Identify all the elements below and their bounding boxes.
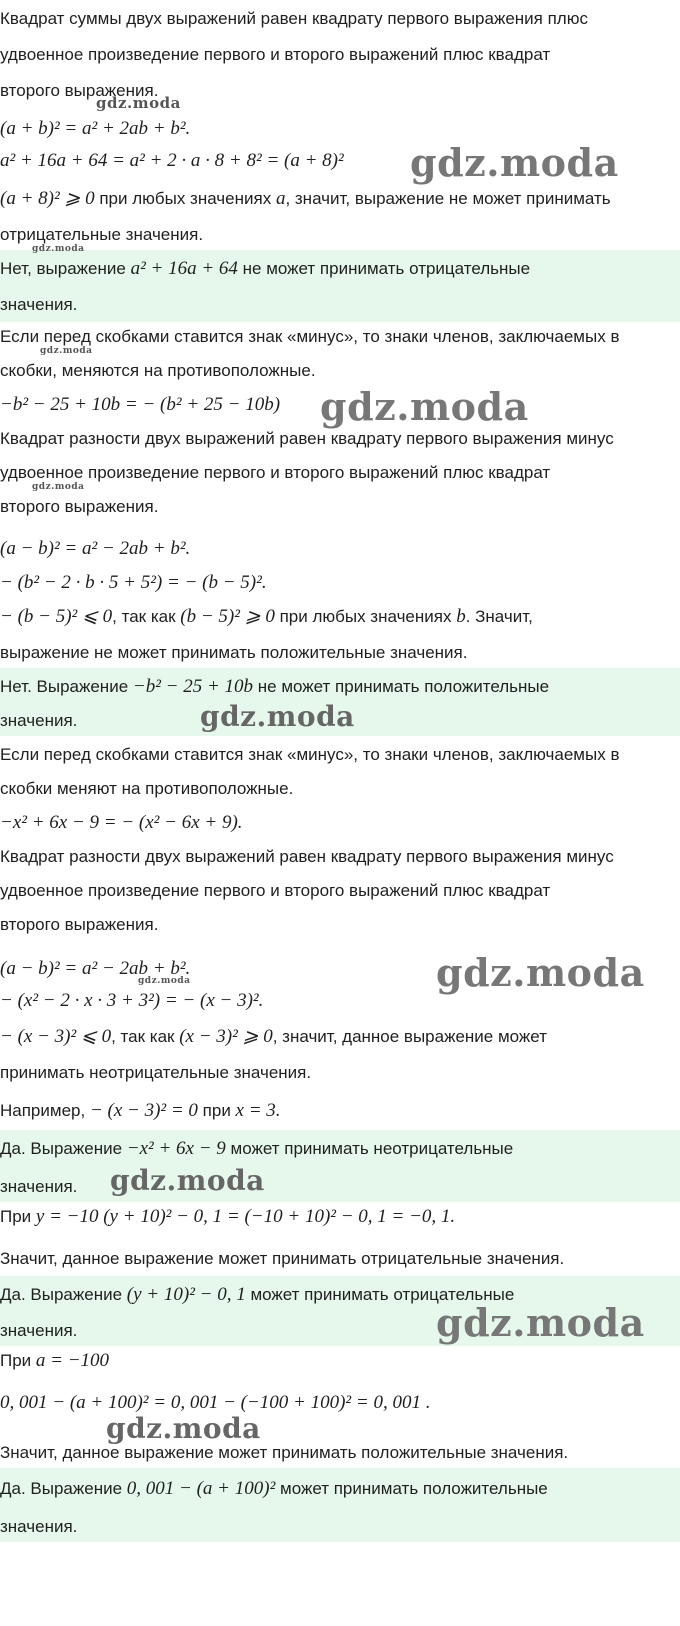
watermark: gdz.moda (110, 1164, 265, 1197)
answer-line (0, 676, 680, 698)
formula: a = −100 (35, 1350, 110, 1371)
text: при любых значениях (94, 189, 276, 208)
answer-line (0, 258, 680, 280)
formula: a² + 16a + 64 = a² + 2 · a · 8 + 8² = (a + 8)² (0, 150, 344, 171)
formula: (x − 3)² ⩾ 0 (179, 1026, 273, 1047)
formula-line (0, 606, 680, 628)
text-line: отрицательные значения. (0, 225, 204, 244)
watermark: gdz.moda (106, 1412, 261, 1445)
text-line: второго выражения. (0, 81, 159, 100)
formula: −b² − 25 + 10b (132, 676, 254, 697)
text: , значит, данное выражение может (272, 1027, 547, 1046)
text: может принимать положительные (275, 1479, 548, 1498)
formula: (y + 10)² − 0, 1 (126, 1284, 246, 1305)
text: При (0, 1207, 36, 1226)
text-line: удвоенное произведение первого и второго выражений плюс квадрат (0, 881, 551, 900)
watermark: gdz.moda (138, 976, 191, 986)
formula: 0, 001 − (a + 100)² = 0, 001 − (−100 + 100)² = 0, 001 . (0, 1392, 431, 1413)
answer-line: значения. (0, 1517, 78, 1536)
text-line: Значит, данное выражение может принимать положительные значения. (0, 1443, 569, 1462)
formula: (a − b)² = a² − 2ab + b². (0, 958, 191, 979)
text: при любых значениях (274, 607, 457, 626)
formula-line (0, 1350, 680, 1372)
answer-box (0, 668, 680, 736)
watermark: gdz.moda (40, 346, 93, 356)
text: Да. Выражение (0, 1139, 127, 1158)
formula: y = −10 (y + 10)² − 0, 1 = (−10 + 10)² − 0, 1 = −0, 1. (35, 1206, 456, 1227)
text: Нет. Выражение (0, 677, 133, 696)
text: не может принимать отрицательные (237, 259, 531, 278)
formula: (b − 5)² ⩾ 0 (180, 606, 275, 627)
text: может принимать отрицательные (245, 1285, 515, 1304)
formula: −x² + 6x − 9 = − (x² − 6x + 9). (0, 812, 243, 833)
formula-line (0, 188, 680, 210)
text: При (0, 1351, 36, 1370)
text-line: Квадрат суммы двух выражений равен квадрату первого выражения плюс (0, 9, 588, 28)
text: при (197, 1101, 236, 1120)
formula: (a + 8)² ⩾ 0 (0, 188, 95, 209)
text-line: принимать неотрицательные значения. (0, 1063, 312, 1082)
formula: a² + 16a + 64 (130, 258, 238, 279)
watermark: gdz.moda (436, 950, 645, 995)
formula: −b² − 25 + 10b = − (b² + 25 − 10b) (0, 394, 281, 415)
watermark: gdz.moda (200, 700, 355, 733)
formula: − (x² − 2 · x · 3 + 3²) = − (x − 3)². (0, 990, 264, 1011)
text-line: скобки меняют на противоположные. (0, 779, 294, 798)
text-line: скобки, меняются на противоположные. (0, 361, 316, 380)
text: , так как (111, 1027, 180, 1046)
text: . Значит, (465, 607, 533, 626)
formula-line (0, 1026, 680, 1048)
formula: (a − b)² = a² − 2ab + b². (0, 538, 191, 559)
text: Нет, выражение (0, 259, 131, 278)
text-line: второго выражения. (0, 915, 159, 934)
formula: − (b² − 2 · b · 5 + 5²) = − (b − 5)². (0, 572, 267, 593)
text-line: Квадрат разности двух выражений равен квадрату первого выражения минус (0, 429, 614, 448)
answer-line: значения. (0, 295, 78, 314)
text-line: второго выражения. (0, 497, 159, 516)
watermark: gdz.moda (96, 94, 181, 112)
answer-box (0, 1130, 680, 1202)
formula-line (0, 1206, 680, 1228)
text: Да. Выражение (0, 1479, 127, 1498)
answer-line: значения. (0, 1177, 78, 1196)
formula: − (x − 3)² ⩽ 0 (0, 1026, 112, 1047)
text-line: Значит, данное выражение может принимать отрицательные значения. (0, 1249, 565, 1268)
watermark: gdz.moda (436, 1300, 645, 1345)
formula: − (x − 3)² = 0 (89, 1100, 198, 1121)
answer-line (0, 1138, 680, 1160)
variable: a (275, 188, 286, 209)
watermark: gdz.moda (32, 482, 85, 492)
answer-line (0, 1478, 680, 1500)
formula: (a + b)² = a² + 2ab + b². (0, 118, 191, 139)
text: Например, (0, 1101, 90, 1120)
text-line: Квадрат разности двух выражений равен квадрату первого выражения минус (0, 847, 614, 866)
text-line: Если перед скобками ставится знак «минус», то знаки членов, заключаемых в (0, 327, 620, 346)
variable: b (456, 606, 466, 627)
answer-box (0, 1276, 680, 1346)
watermark: gdz.moda (32, 244, 85, 254)
formula: x = 3. (235, 1100, 281, 1121)
answer-box (0, 1468, 680, 1542)
text-line: удвоенное произведение первого и второго выражений плюс квадрат (0, 45, 551, 64)
text: Да. Выражение (0, 1285, 127, 1304)
formula: −x² + 6x − 9 (126, 1138, 226, 1159)
answer-line: значения. (0, 1321, 78, 1340)
answer-line: значения. (0, 711, 78, 730)
text: , так как (112, 607, 181, 626)
formula-line (0, 1100, 680, 1122)
text: , значит, выражение не может принимать (285, 189, 611, 208)
text-line: выражение не может принимать положительные значения. (0, 643, 468, 662)
text-line: удвоенное произведение первого и второго выражений плюс квадрат (0, 463, 551, 482)
formula: − (b − 5)² ⩽ 0 (0, 606, 113, 627)
formula: 0, 001 − (a + 100)² (126, 1478, 276, 1499)
text: может принимать неотрицательные (225, 1139, 514, 1158)
text-line: Если перед скобками ставится знак «минус», то знаки членов, заключаемых в (0, 745, 620, 764)
watermark: gdz.moda (410, 140, 619, 185)
answer-box (0, 244, 680, 322)
text: не может принимать положительные (253, 677, 550, 696)
watermark: gdz.moda (320, 384, 529, 429)
